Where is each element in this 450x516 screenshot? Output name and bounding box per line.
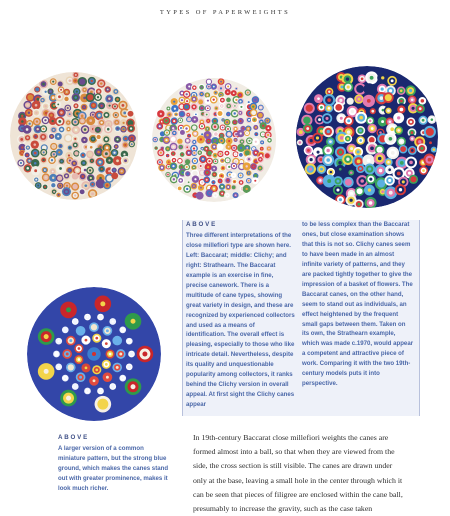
paperweight-blue-ground-image bbox=[27, 287, 161, 421]
secondary-caption-label: ABOVE bbox=[58, 434, 90, 441]
paperweight-clichy-image bbox=[150, 78, 278, 202]
secondary-caption bbox=[58, 433, 170, 494]
caption-text-1: Three different interpretations of the close millefiori type are shown here. Left: Baccarat; middle: Clichy; and right: Strathearn. The Baccarat example is an exercise in fine, precise canework. There is a multitude of cane types, showing great variety in design, and these are recognized by experienced collectors and used as a means of identification. The overall effect is pleasing, especially to those who like intricate detail. Nevertheless, despite its quality and unquestionable popularity among collectors, it ranks behind the Clichy version in overall appeal. At first sight the Clichy canes appear bbox=[186, 231, 295, 409]
body-text bbox=[193, 431, 407, 516]
paperweight-baccarat-image bbox=[10, 72, 138, 200]
body-paragraph: In 19th-century Baccarat close millefiori weights the canes are formed almost into a ball, so that when they are viewed from the side, the cross section is still visible. The canes are drawn under only at the base, leaving a small hole in the center through which it can be seen that pieces of filigree are enclosed within the cane ball, presumably to increase the gravity, such as the case taken bbox=[193, 433, 403, 514]
caption-column-2 bbox=[302, 220, 414, 389]
caption-label: ABOVE bbox=[186, 221, 218, 228]
paperweight-strathearn-image bbox=[296, 66, 438, 208]
caption-column-1 bbox=[186, 220, 296, 410]
secondary-caption-text: A larger version of a common miniature pattern, but the strong blue ground, which makes the canes stand out with greater prominence, makes it look much richer. bbox=[58, 445, 169, 492]
caption-text-2: to be less complex than the Baccarat ones, but close examination shows that this is not so. Clichy canes seem to have been made in an almost infinite variety of patterns, and they are packed tightly together to give the impression of a basket of flowers. The Baccarat canes, on the other hand, seem to stand out as individuals, an effect heightened by the frequent small gaps between them. Taken on its own, the Strathearn example, which was made c.1970, would appear a competent and attractive piece of work. Comparing it with the two 19th-century models puts it into perspective. bbox=[302, 221, 414, 388]
page-header: TYPES OF PAPERWEIGHTS bbox=[159, 9, 291, 16]
